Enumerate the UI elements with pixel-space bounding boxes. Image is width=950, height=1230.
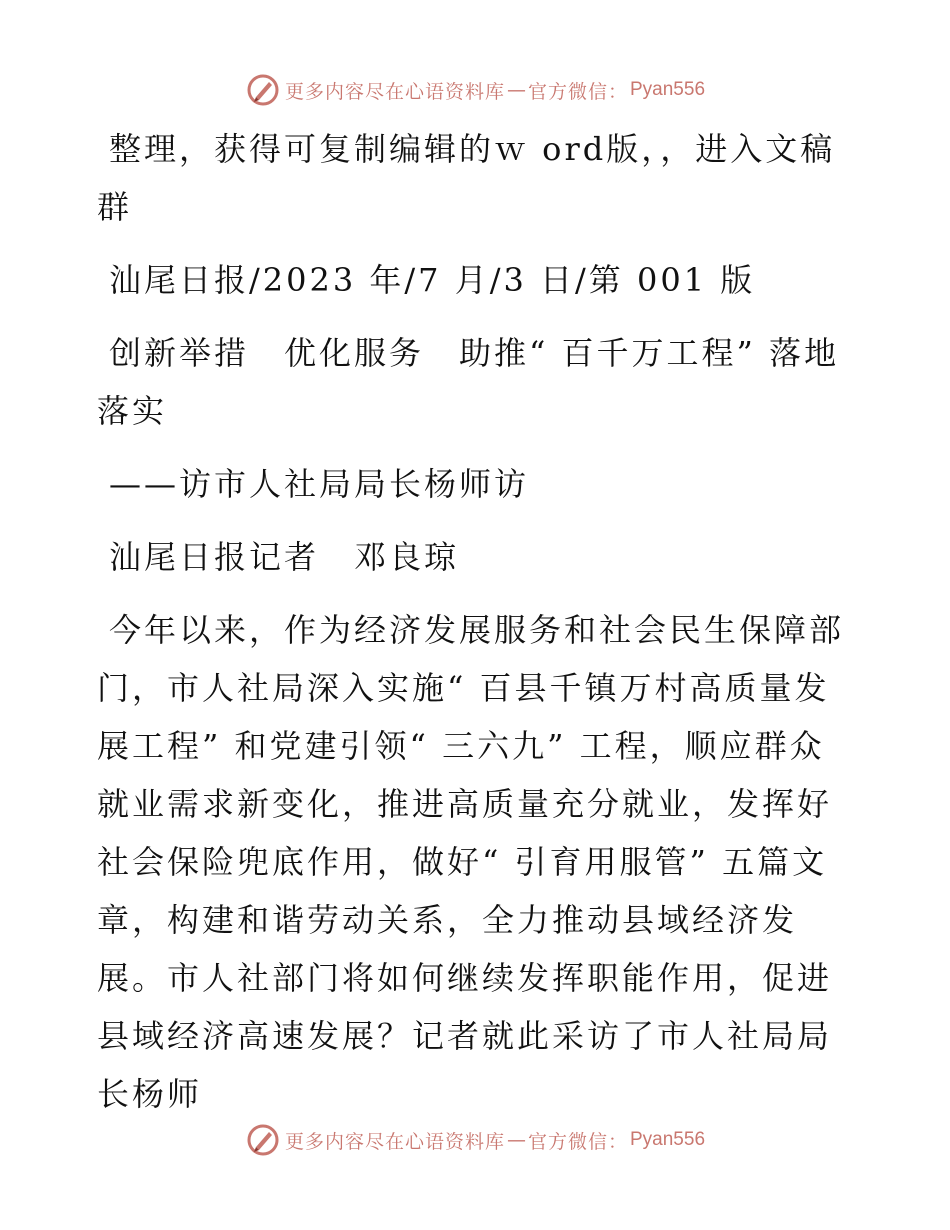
watermark-footer xyxy=(0,1120,950,1160)
watermark-header xyxy=(0,70,950,110)
watermark-wechat-id: Pyan556 xyxy=(630,1129,706,1150)
watermark-label: 官方微信： xyxy=(527,80,628,103)
intro-line: 整理，获得可复制编辑的ｗ ord版，，进入文稿群 xyxy=(97,130,836,226)
pen-logo-icon xyxy=(245,1122,281,1158)
body-paragraph: 今年以来，作为经济发展服务和社会民生保障部门，市人社局深入实施“ 百县千镇万村高质量发展工程” 和党建引领“ 三六九” 工程，顺应群众就业需求新变化，推进高质量充分就业，发挥好社会保险兜底作用，做好“ 引育用服管” 五篇文章，构建和谐劳动关系，全力推动县域经济发展。市人社部门将如何继续发挥职能作用，促进县域经济高速发展？记者就此采访了市人社局局长杨师 xyxy=(97,611,845,1113)
watermark-dash: — xyxy=(506,79,526,101)
watermark-dash: — xyxy=(506,1129,526,1151)
byline: 汕尾日报记者 邓良琼 xyxy=(109,538,460,576)
watermark-wechat-id: Pyan556 xyxy=(630,79,706,100)
source-line: 汕尾日报/2023 年/7 月/3 日/第 001 版 xyxy=(109,261,756,299)
pen-logo-icon xyxy=(245,72,281,108)
watermark-text: 更多内容尽在心语资料库 xyxy=(284,80,505,103)
watermark-text: 更多内容尽在心语资料库 xyxy=(284,1130,505,1153)
watermark-label: 官方微信： xyxy=(527,1130,628,1153)
document-body xyxy=(97,120,857,1123)
article-subtitle: ——访市人社局局长杨师访 xyxy=(109,465,530,503)
article-title: 创新举措 优化服务 助推“ 百千万工程” 落地落实 xyxy=(97,334,840,430)
